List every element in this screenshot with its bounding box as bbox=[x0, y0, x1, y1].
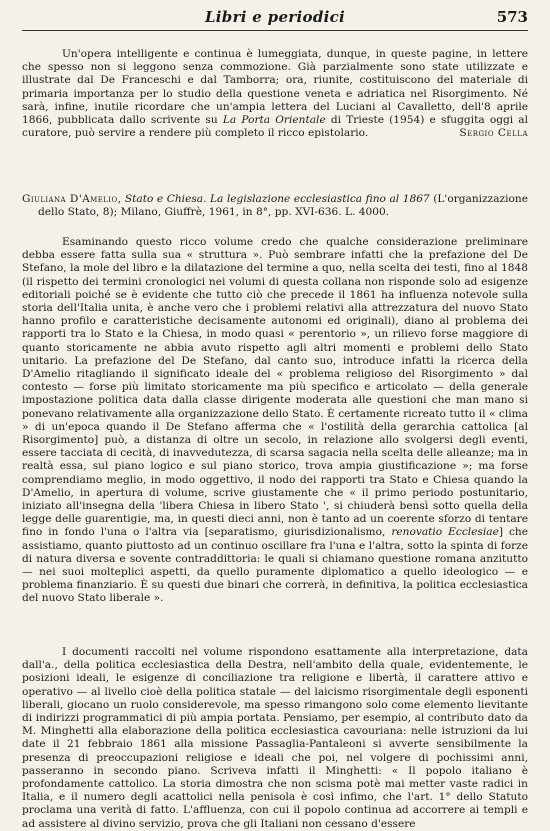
review2-bibliographic-entry bbox=[22, 193, 528, 219]
review2-title: Stato e Chiesa. La legislazione ecclesiastica fino al 1867 bbox=[124, 193, 430, 205]
review1-text-after: di Trieste (1954) e sfuggita oggi al curatore, può servire a rendere più completo il ricco epistolario. bbox=[22, 114, 529, 140]
review2-paragraph-1 bbox=[22, 236, 528, 606]
review2-author: Giuliana D'Amelio, bbox=[22, 193, 122, 205]
review2-biblio: (L'organizzazione dello Stato, 8); Milano, Giuffrè, 1961, in 8°, pp. XVI-636. L. 4000. bbox=[38, 193, 528, 219]
page-number: 573 bbox=[496, 8, 528, 26]
review1-journal: La Porta Orientale bbox=[222, 114, 326, 127]
review2-para2: I documenti raccolti nel volume rispondono esattamente alla interpretazione, data dall'a., della politica ecclesiastica della Destra, nell'ambito della quale, evidentemente, le posizioni ideali, le esigenze di conciliazione tra religione e libertà, il carattere attivo e operativo — al livello cioè della politica statale — del laicismo risorgimentale degli esponenti liberali, giocano un ruolo considerevole, ma spesso rimangono solo come elemento lievitante di indirizzi programmatici di più ampia portata. Pensiamo, per esempio, al contributo dato da M. Minghetti alla elaborazione della politica ecclesiastica cavouriana: nelle istruzioni da lui date il 21 febbraio 1861 alla missione Passaglia-Pantaleoni si avverte sensibilmente la presenza di preoccupazioni religiose e ideali che poi, nel volgere di pochissimi anni, passeranno in secondo piano. Scriveva infatti il Minghetti: « Il popolo italiano è profondamente cattolico. La storia dimostra che non scisma potè mai metter vaste radici in Italia, e il numero degli acattolici nella penisola è così infimo, che l'art. 1° dello Statuto proclama una verità di fatto. L'affluenza, con cui il popolo continua ad accorrere ai templi e ad assistere al divino servizio, prova che gli Italiani non cessano d'essere bbox=[22, 646, 528, 830]
review1-body bbox=[22, 48, 528, 140]
review2-para1-end: ] che assistiamo, quanto piuttosto ad un continuo oscillare fra l'una e l'altra, sotto la spinta di forze di natura diversa e sovente contraddittoria: le quali si chiamano questione romana anzitutto — nei suoi molteplici aspetti, da quello puramente diplomatico a quello ideologico — e problema finanziario. È su questi due binari che correrà, in definitiva, la politica ecclesiastica del nuovo Stato liberale ». bbox=[22, 526, 528, 605]
review1-signature: Sergio Cella bbox=[459, 127, 528, 140]
page-header bbox=[22, 8, 528, 30]
review2-para1-italic: renovatio Ecclesiae bbox=[391, 526, 499, 539]
running-head: Libri e periodici bbox=[204, 8, 346, 26]
header-rule bbox=[22, 30, 528, 31]
review1-text: Un'opera intelligente e continua è lumeggiata, dunque, in queste pagine, in lettere che spesso non si leggono senza commozione. Già parzialmente sono state utilizzate e illustrate dal De Franceschi e dal Tamborra; ora, riunite, costituiscono del materiale di primaria importanza per lo studio della questione veneta e adriatica nel Risorgimento. Né sarà, infine, inutile ricordare che un'ampia lettera del Luciani al Cavalletto, dell'8 aprile 1866, pubblicata dallo scrivente su bbox=[22, 48, 528, 127]
review2-paragraph-2 bbox=[22, 646, 528, 831]
review2-para1: Esaminando questo ricco volume credo che qualche considerazione preliminare debba essere fatta sulla sua « struttura ». Può sembrare infatti che la prefazione del De Stefano, la mole del libro e la dilatazione del termine a quo, nella scelta dei testi, fino al 1848 (il rispetto dei termini cronologici nei volumi di questa collana non risponde solo ad esigenze editoriali poiché se è evidente che tutto ciò che precede il 1861 ha influenza notevole sulla storia dell'Italia unita, è anche vero che i problemi relativi alla attrezzatura del nuovo Stato hanno profilo e caratteristiche decisamente autonomi ed originali), diano al problema dei rapporti tra lo Stato e la Chiesa, in modo quasi « perentorio », un rilievo forse maggiore di quanto storicamente ne abbia avuto rispetto agli altri momenti e problemi dello Stato unitario. La prefazione del De Stefano, dal canto suo, introduce infatti la ricerca della D'Amelio ritagliando il significato ideale del « problema religioso del Risorgimento » dal contesto — forse più limitato storicamente ma più specifico e articolato — della generale impostazione politica data dalla classe dirigente moderata alle questioni che man mano si ponevano relativamente alla organizzazione dello Stato. È certamente ricreato tutto il « clima » di un'epoca quando il De Stefano afferma che « l'ostilità della gerarchia cattolica [al Risorgimento] può, a distanza di oltre un secolo, in relazione allo svolgersi degli eventi, essere tacciata di cecità, di inavvedutezza, di scarsa sagacia nella scelta delle alleanze; ma in realtà essa, sul piano logico e sul piano storico, trova ampia giustificazione »; ma forse comprendiamo meglio, in modo oggettivo, il nodo dei rapporti tra Stato e Chiesa quando la D'Amelio, in apertura di volume, scrive giustamente che « il primo periodo postunitario, iniziato all'insegna della 'libera Chiesa in libero Stato ', si chiuderà bensì sotto quella della legge delle guarentigie, ma, in questi dieci anni, non è tanto ad un coerente sforzo di tentare fino in fondo l'una o l'altra via [separatismo, giurisdizionalismo, bbox=[22, 236, 528, 539]
